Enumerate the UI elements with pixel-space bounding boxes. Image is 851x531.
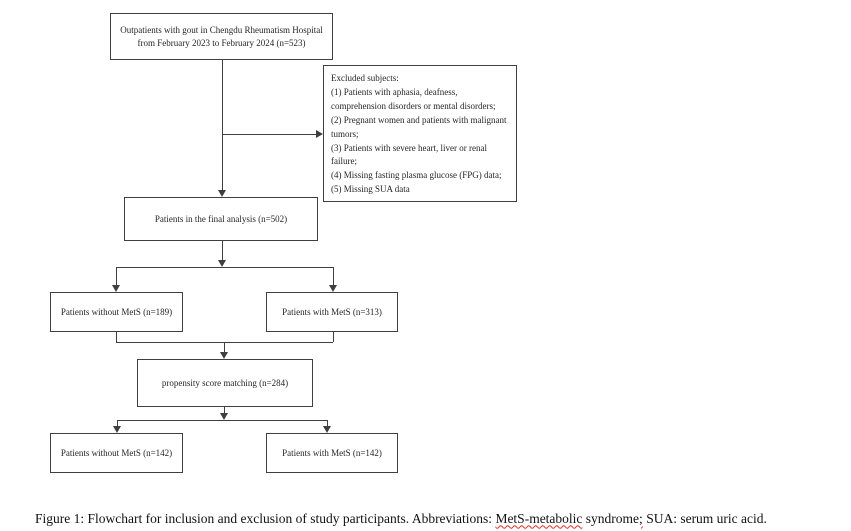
node-with-mets-post — [266, 433, 398, 473]
connector-merge-right — [333, 332, 334, 342]
connector-to-excluded — [223, 134, 316, 135]
figure-caption — [35, 511, 851, 527]
node-without-mets-pre — [50, 292, 183, 332]
connector-final-to-split — [222, 241, 223, 260]
node-outpatients-line1: Outpatients with gout in Chengdu Rheumatism Hospital — [120, 25, 323, 35]
caption-prefix: Figure 1: Flowchart for inclusion and exclusion of study participants. Abbreviations: — [35, 510, 496, 526]
node-with-mets-post-label: Patients with MetS (n=142) — [282, 447, 382, 458]
caption-suffix: SUA: serum uric acid. — [642, 510, 767, 526]
node-psm — [137, 359, 313, 407]
arrowhead-down-icon — [113, 426, 121, 433]
node-with-mets-pre-label: Patients with MetS (n=313) — [282, 306, 382, 317]
node-without-mets-post-label: Patients without MetS (n=142) — [60, 447, 173, 458]
node-final-analysis — [124, 197, 318, 241]
arrowhead-down-icon — [323, 426, 331, 433]
connector-split1-left — [116, 267, 117, 285]
arrowhead-down-icon — [112, 285, 120, 292]
caption-spellcheck-semicolon: ; — [639, 510, 643, 526]
connector-split1-right — [333, 267, 334, 285]
excluded-line: comprehension disorders or mental disorders; — [331, 100, 496, 111]
connector-split1-horizontal — [116, 267, 333, 268]
node-without-mets-pre-label: Patients without MetS (n=189) — [60, 306, 173, 317]
arrowhead-down-icon — [218, 190, 226, 197]
excluded-line: (3) Patients with severe heart, liver or renal — [331, 142, 487, 153]
connector-split2-horizontal — [117, 420, 327, 421]
caption-spellcheck-term: MetS-metabolic — [495, 510, 583, 526]
arrowhead-right-icon — [316, 130, 323, 138]
excluded-line: (1) Patients with aphasia, deafness, — [331, 86, 458, 97]
excluded-line: Excluded subjects: — [331, 73, 399, 83]
arrowhead-down-icon — [329, 285, 337, 292]
arrowhead-down-icon — [220, 413, 228, 420]
excluded-line: failure; — [331, 156, 357, 167]
excluded-line: (2) Pregnant women and patients with malignant — [331, 114, 507, 125]
excluded-line: (4) Missing fasting plasma glucose (FPG) data; — [331, 170, 502, 181]
connector-top-to-final — [222, 60, 223, 190]
node-outpatients-line2: from February 2023 to February 2024 (n=523) — [137, 37, 306, 48]
connector-merge-to-psm — [224, 342, 225, 352]
node-excluded-subjects — [323, 65, 517, 202]
node-outpatients — [110, 13, 333, 60]
excluded-line: (5) Missing SUA data — [331, 184, 410, 195]
node-without-mets-post — [50, 433, 183, 473]
node-with-mets-pre — [266, 292, 398, 332]
caption-mid: syndrome — [582, 510, 640, 526]
excluded-line: tumors; — [331, 128, 359, 139]
connector-merge-left — [116, 332, 117, 342]
arrowhead-down-icon — [218, 260, 226, 267]
node-psm-label: propensity score matching (n=284) — [161, 377, 289, 388]
arrowhead-down-icon — [220, 352, 228, 359]
node-final-analysis-label: Patients in the final analysis (n=502) — [154, 213, 288, 224]
